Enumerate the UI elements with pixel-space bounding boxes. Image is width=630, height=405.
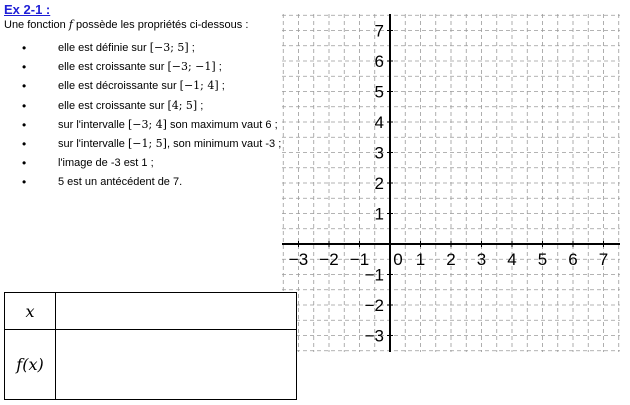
x-tick-label: 5 <box>537 250 548 269</box>
y-tick-label: −2 <box>364 296 384 315</box>
property-tail: ; <box>218 80 225 93</box>
y-tick-label: 6 <box>374 52 384 71</box>
property-tail: ; <box>215 61 222 74</box>
property-tail: ; <box>197 99 204 112</box>
x-tick-label: 1 <box>415 250 426 269</box>
property-text: elle est décroissante sur <box>58 80 180 93</box>
variation-row-fx <box>5 330 297 400</box>
x-tick-label: 6 <box>568 250 578 269</box>
x-tick-label: 3 <box>476 250 487 269</box>
y-tick-label: −1 <box>364 265 384 285</box>
property-text: l'image de -3 est 1 ; <box>58 157 154 170</box>
property-interval: [−1; 4] <box>179 79 219 93</box>
x-tick-label: −1 <box>349 250 370 269</box>
y-tick-labels <box>365 22 384 346</box>
intro-after: possède les propriétés ci-dessous : <box>72 19 249 31</box>
x-tick-label: 0 <box>393 250 403 269</box>
x-tick-label: 2 <box>446 250 456 269</box>
exercise-title: Ex 2-1 : <box>4 2 51 17</box>
property-interval: [−1; 5] <box>127 136 167 150</box>
y-tick-label: 5 <box>374 82 384 102</box>
y-tick-label: 3 <box>374 143 384 163</box>
variation-table <box>4 292 297 400</box>
property-interval: [−3; 4] <box>127 117 167 131</box>
property-text: elle est croissante sur <box>58 61 168 74</box>
x-tick-label: −2 <box>319 250 339 269</box>
y-tick-label: −3 <box>364 326 384 346</box>
property-text: 5 est un antécédent de 7. <box>58 176 183 189</box>
property-interval: [−3; −1] <box>167 60 216 74</box>
y-tick-label: 7 <box>374 21 384 41</box>
property-text: elle est croissante sur <box>58 99 168 112</box>
variation-header-x: x <box>5 293 56 330</box>
variation-cell-fx[interactable] <box>56 330 297 400</box>
x-tick-label: 7 <box>598 250 609 269</box>
x-tick-label: −3 <box>288 250 309 269</box>
y-tick-label: 2 <box>374 174 384 193</box>
intro-function-var: f <box>68 18 73 31</box>
property-tail: son maximum vaut 6 ; <box>166 118 278 131</box>
property-tail: , son minimum vaut -3 ; <box>166 137 282 150</box>
y-tick-label: 1 <box>374 204 384 224</box>
intro-before: Une fonction <box>4 19 69 31</box>
property-tail: ; <box>188 42 195 54</box>
property-text: sur l'intervalle <box>58 137 128 150</box>
variation-cell-x[interactable] <box>56 293 297 330</box>
y-tick-label: 4 <box>374 113 384 132</box>
property-text: elle est définie sur <box>58 42 150 54</box>
property-interval: [4; 5] <box>167 98 198 112</box>
grid-lines <box>282 14 620 352</box>
property-text: sur l'intervalle <box>58 118 128 131</box>
variation-header-fx: f(x) <box>5 330 56 400</box>
property-interval: [−3; 5] <box>149 41 189 54</box>
x-tick-label: 4 <box>507 250 517 269</box>
variation-row-x <box>5 293 297 330</box>
x-tick-labels <box>289 250 608 269</box>
